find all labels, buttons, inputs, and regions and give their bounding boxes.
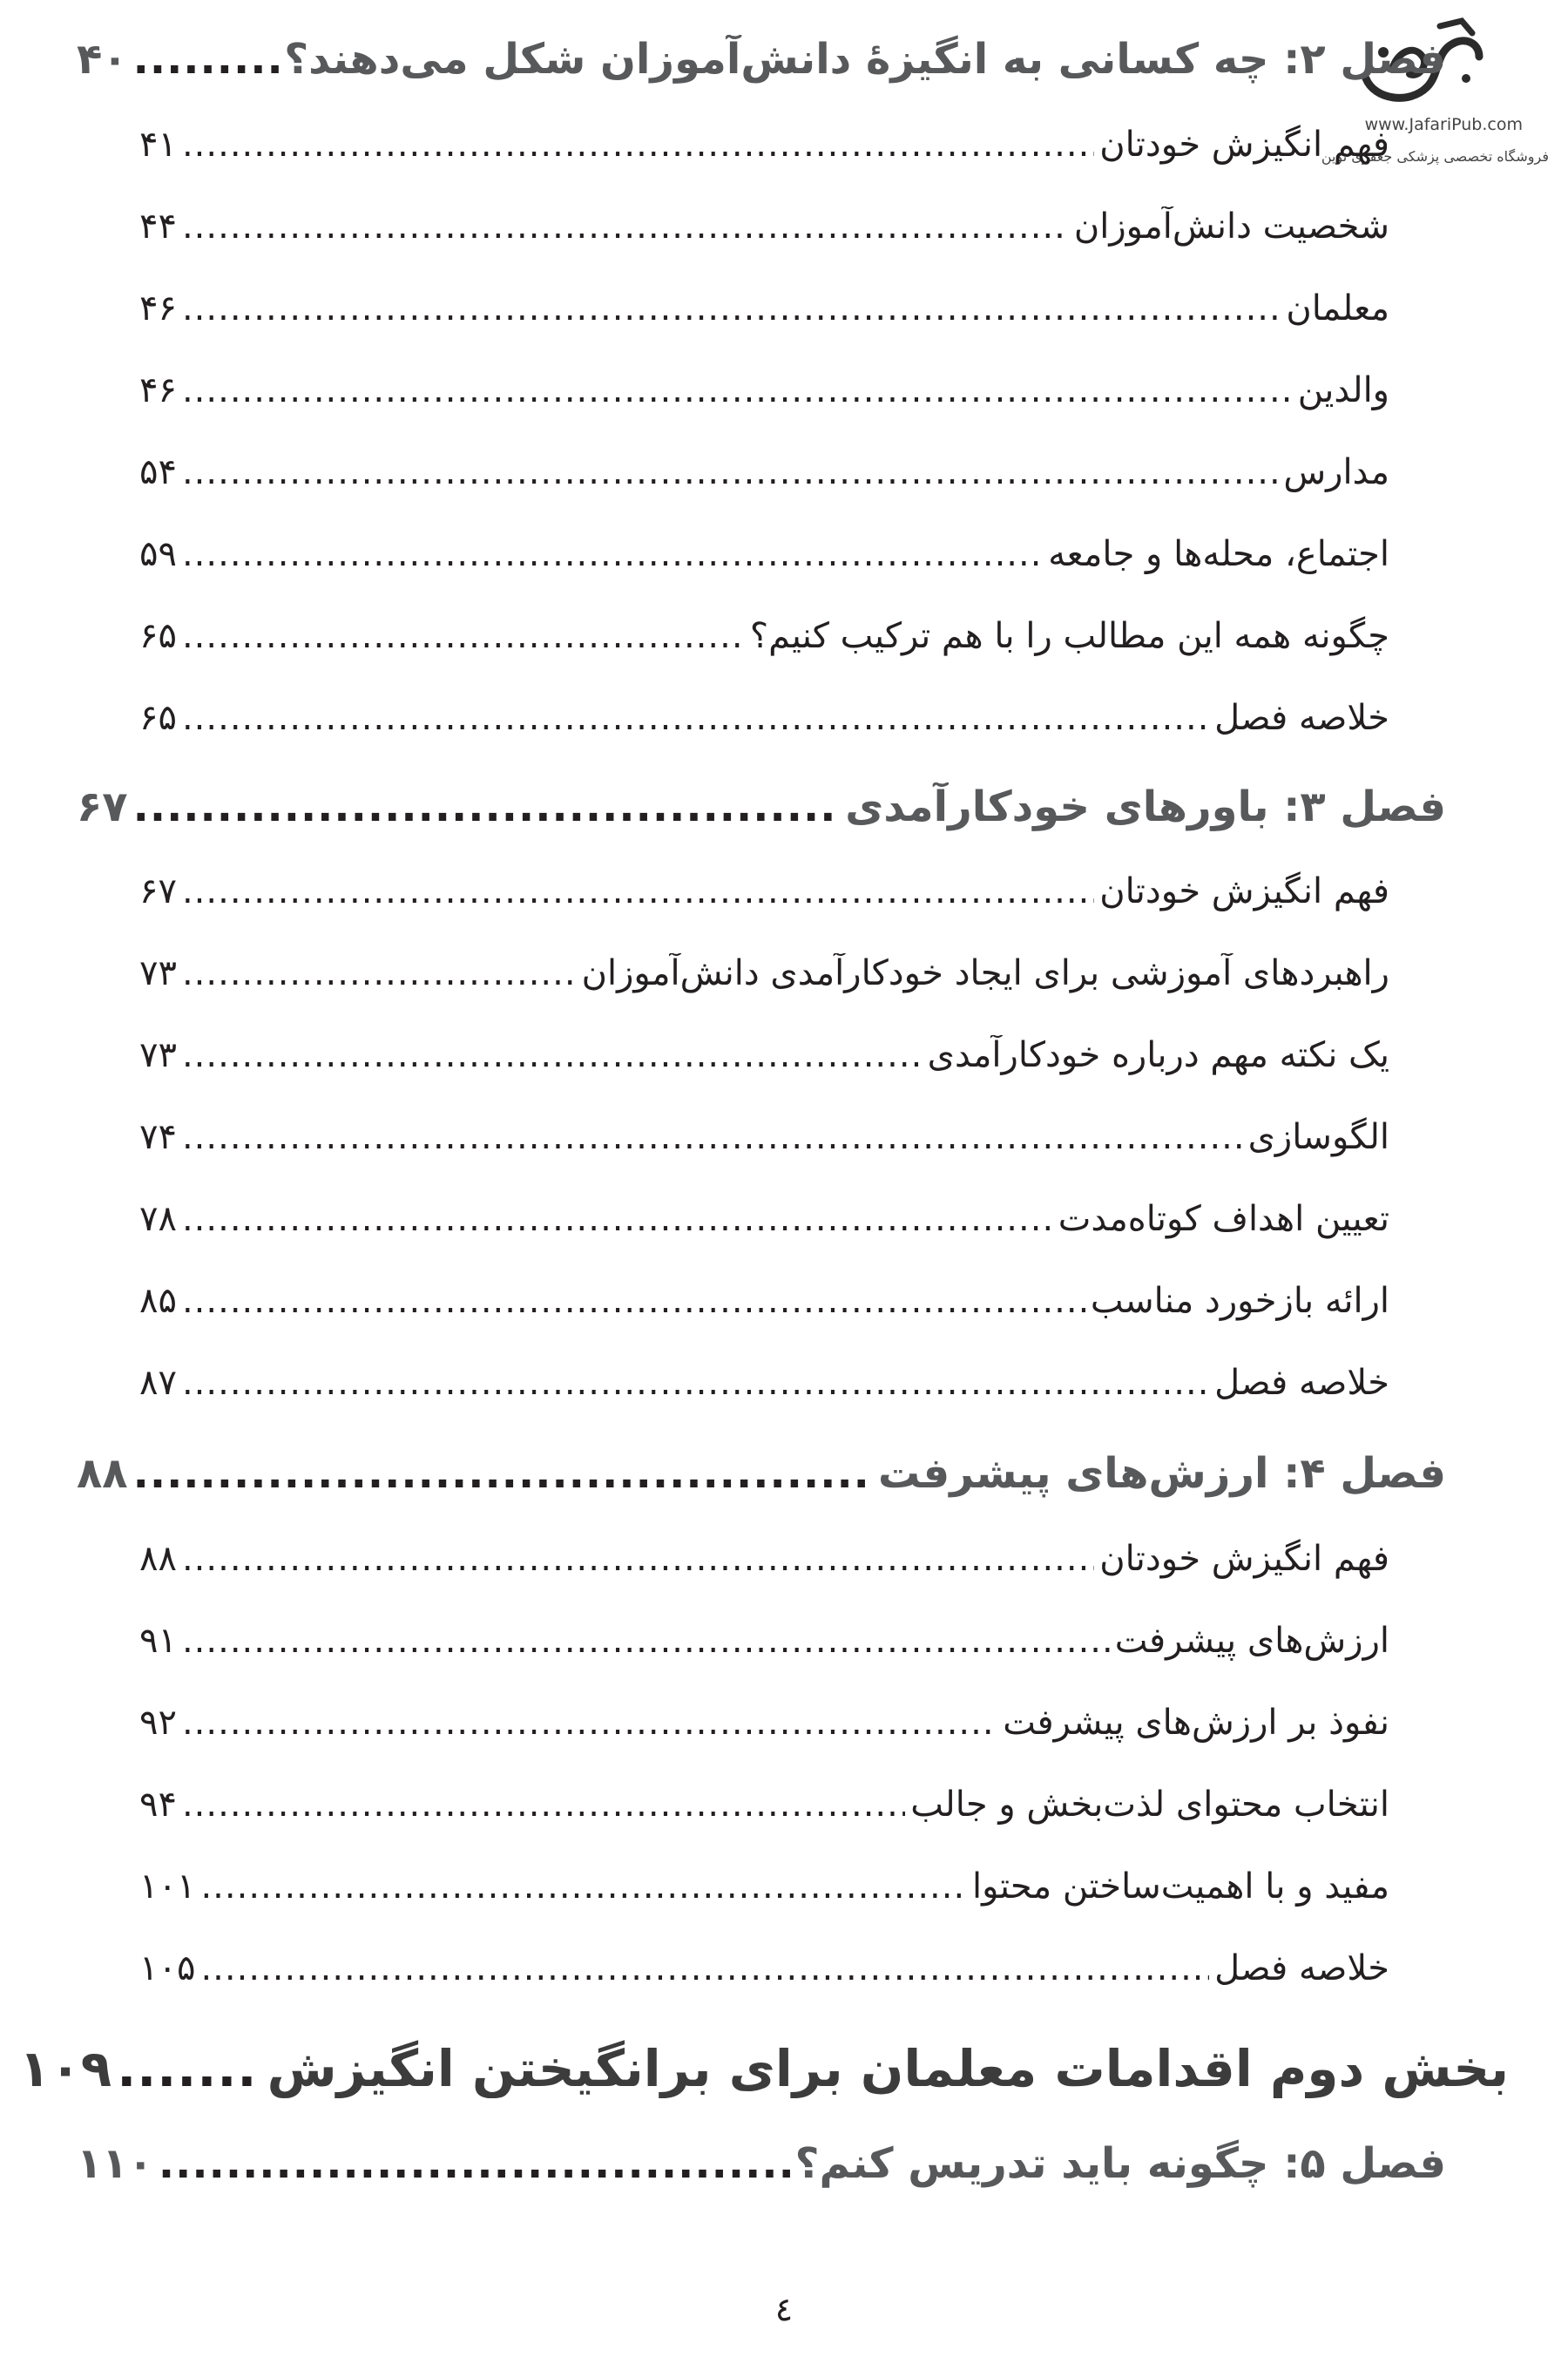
toc-entry-title: شخصیت دانش‌آموزان [1073,207,1389,247]
toc-entry-title: معلمان [1286,288,1389,329]
leader-dots [182,1539,1094,1579]
toc-entry-title: اجتماع، محله‌ها و جامعه [1048,534,1389,574]
toc-entry-title: ارزش‌های پیشرفت [1114,1621,1389,1661]
toc-entry[interactable] [139,698,1389,738]
toc-page-number: ۶۵ [139,616,177,656]
toc-entry-title: چگونه همه این مطالب را با هم ترکیب کنیم؟ [749,616,1389,656]
toc-entry[interactable] [139,953,1389,993]
toc-entry-title: نفوذ بر ارزش‌های پیشرفت [1003,1703,1389,1743]
toc-entry-title: خلاصه فصل [1214,698,1389,738]
toc-entry[interactable] [139,616,1389,656]
toc-part-2[interactable] [19,2039,1509,2098]
toc-page-number: ۶۵ [139,698,177,738]
toc-entry[interactable] [139,288,1389,329]
toc-chapter-5[interactable] [77,2139,1446,2188]
toc-entry[interactable] [139,1281,1389,1321]
toc-chapter-2[interactable] [77,35,1446,84]
toc-entry[interactable] [139,370,1389,410]
toc-page-number: ۱۱۰ [77,2139,153,2188]
toc-chapter-4[interactable] [77,1449,1446,1498]
toc-entry[interactable] [139,1948,1389,1988]
toc-chapter-title: فصل ۳: باورهای خودکارآمدی [845,782,1446,831]
toc-page-number: ۱۰۵ [139,1948,196,1988]
leader-dots [182,1117,1243,1157]
toc-page-number: ۱۰۱ [139,1866,196,1907]
toc-page-number: ۴۶ [139,288,177,329]
toc-chapter-3[interactable] [77,782,1446,831]
toc-page-number: ۷۴ [139,1117,177,1157]
toc-page-number: ۶۷ [139,871,177,911]
leader-dots [182,288,1281,329]
toc-entry-title: خلاصه فصل [1214,1363,1389,1403]
leader-dots [182,1199,1053,1239]
toc-chapter-title: فصل ۲: چه کسانی به انگیزۀ دانش‌آموزان شکل می‌دهند؟ [284,35,1446,84]
toc-entry[interactable] [139,1199,1389,1239]
leader-dots [159,2139,790,2188]
toc-entry[interactable] [139,207,1389,247]
leader-dots [182,616,745,656]
leader-dots [182,1363,1209,1403]
publisher-url[interactable]: www.JafariPub.com [1364,115,1523,134]
leader-dots [182,1703,997,1743]
leader-dots [182,1785,905,1825]
toc-entry-title: خلاصه فصل [1214,1948,1389,1988]
toc-page-number: ۹۲ [139,1703,177,1743]
leader-dots [133,782,841,831]
toc-chapter-title: فصل ۴: ارزش‌های پیشرفت [877,1449,1446,1498]
toc-entry[interactable] [139,534,1389,574]
toc-entry-title: الگوسازی [1247,1117,1389,1157]
toc-entry[interactable] [139,1703,1389,1743]
toc-chapter-title: فصل ۵: چگونه باید تدریس کنم؟ [794,2139,1446,2188]
toc-entry[interactable] [139,1866,1389,1907]
leader-dots [182,871,1094,911]
leader-dots [200,1866,967,1907]
toc-entry-title: انتخاب محتوای لذت‌بخش و جالب [910,1785,1389,1825]
toc-page-number: ۴۴ [139,207,177,247]
toc-page-number: ۴۱ [139,125,177,165]
toc-page-number: ۹۴ [139,1785,177,1825]
toc-entry-title: یک نکته مهم درباره خودکارآمدی [927,1035,1389,1075]
leader-dots [182,207,1069,247]
toc-page-number: ۱۰۹ [19,2039,112,2098]
toc-entry[interactable] [139,1035,1389,1075]
toc-page-number: ۸۸ [139,1539,177,1579]
toc-page-number: ۷۳ [139,953,177,993]
toc-entry[interactable] [139,452,1389,492]
toc-entry-title: مفید و با اهمیت‌ساختن محتوا [972,1866,1389,1907]
page-number: ٤ [774,2290,794,2328]
leader-dots [182,370,1293,410]
leader-dots [182,1281,1085,1321]
leader-dots [182,1621,1110,1661]
publisher-shop-line: فروشگاه تخصصی پزشکی جعفری نوین [1321,148,1549,165]
leader-dots [117,2039,261,2098]
toc-entry[interactable] [139,1621,1389,1661]
toc-page-number: ۵۴ [139,452,177,492]
toc-entry[interactable] [139,125,1389,165]
toc-page-number: ۴۶ [139,370,177,410]
toc-entry-title: والدین [1297,370,1389,410]
toc-entry-title: فهم انگیزش خودتان [1099,125,1389,165]
toc-page-number: ۶۷ [77,782,128,831]
leader-dots [133,1449,873,1498]
toc-page-number: ۴۰ [77,35,128,84]
toc-entry-title: راهبردهای آموزشی برای ایجاد خودکارآمدی دانش‌آموزان [581,953,1389,993]
toc-page-number: ۸۵ [139,1281,177,1321]
toc-entry-title: فهم انگیزش خودتان [1099,871,1389,911]
leader-dots [182,953,577,993]
toc-page-number: ۷۳ [139,1035,177,1075]
toc-entry[interactable] [139,1785,1389,1825]
toc-entry-title: مدارس [1283,452,1389,492]
toc-page-number: ۸۷ [139,1363,177,1403]
toc-entry[interactable] [139,1539,1389,1579]
leader-dots [182,534,1043,574]
toc-entry[interactable] [139,1363,1389,1403]
toc-page-number: ۵۹ [139,534,177,574]
toc-page-number: ۹۱ [139,1621,177,1661]
toc-entry[interactable] [139,871,1389,911]
toc-entry-title: ارائه بازخورد مناسب [1090,1281,1389,1321]
toc-page-number: ۸۸ [77,1449,128,1498]
leader-dots [200,1948,1209,1988]
toc-entry[interactable] [139,1117,1389,1157]
toc-entry-title: فهم انگیزش خودتان [1099,1539,1389,1579]
leader-dots [182,1035,923,1075]
leader-dots [182,698,1209,738]
toc-entry-title: تعیین اهداف کوتاه‌مدت [1058,1199,1389,1239]
leader-dots [182,125,1094,165]
leader-dots [182,452,1278,492]
toc-page-number: ۷۸ [139,1199,177,1239]
toc-part-title: بخش دوم اقدامات معلمان برای برانگیختن انگیزش [267,2039,1509,2098]
leader-dots [133,35,280,84]
